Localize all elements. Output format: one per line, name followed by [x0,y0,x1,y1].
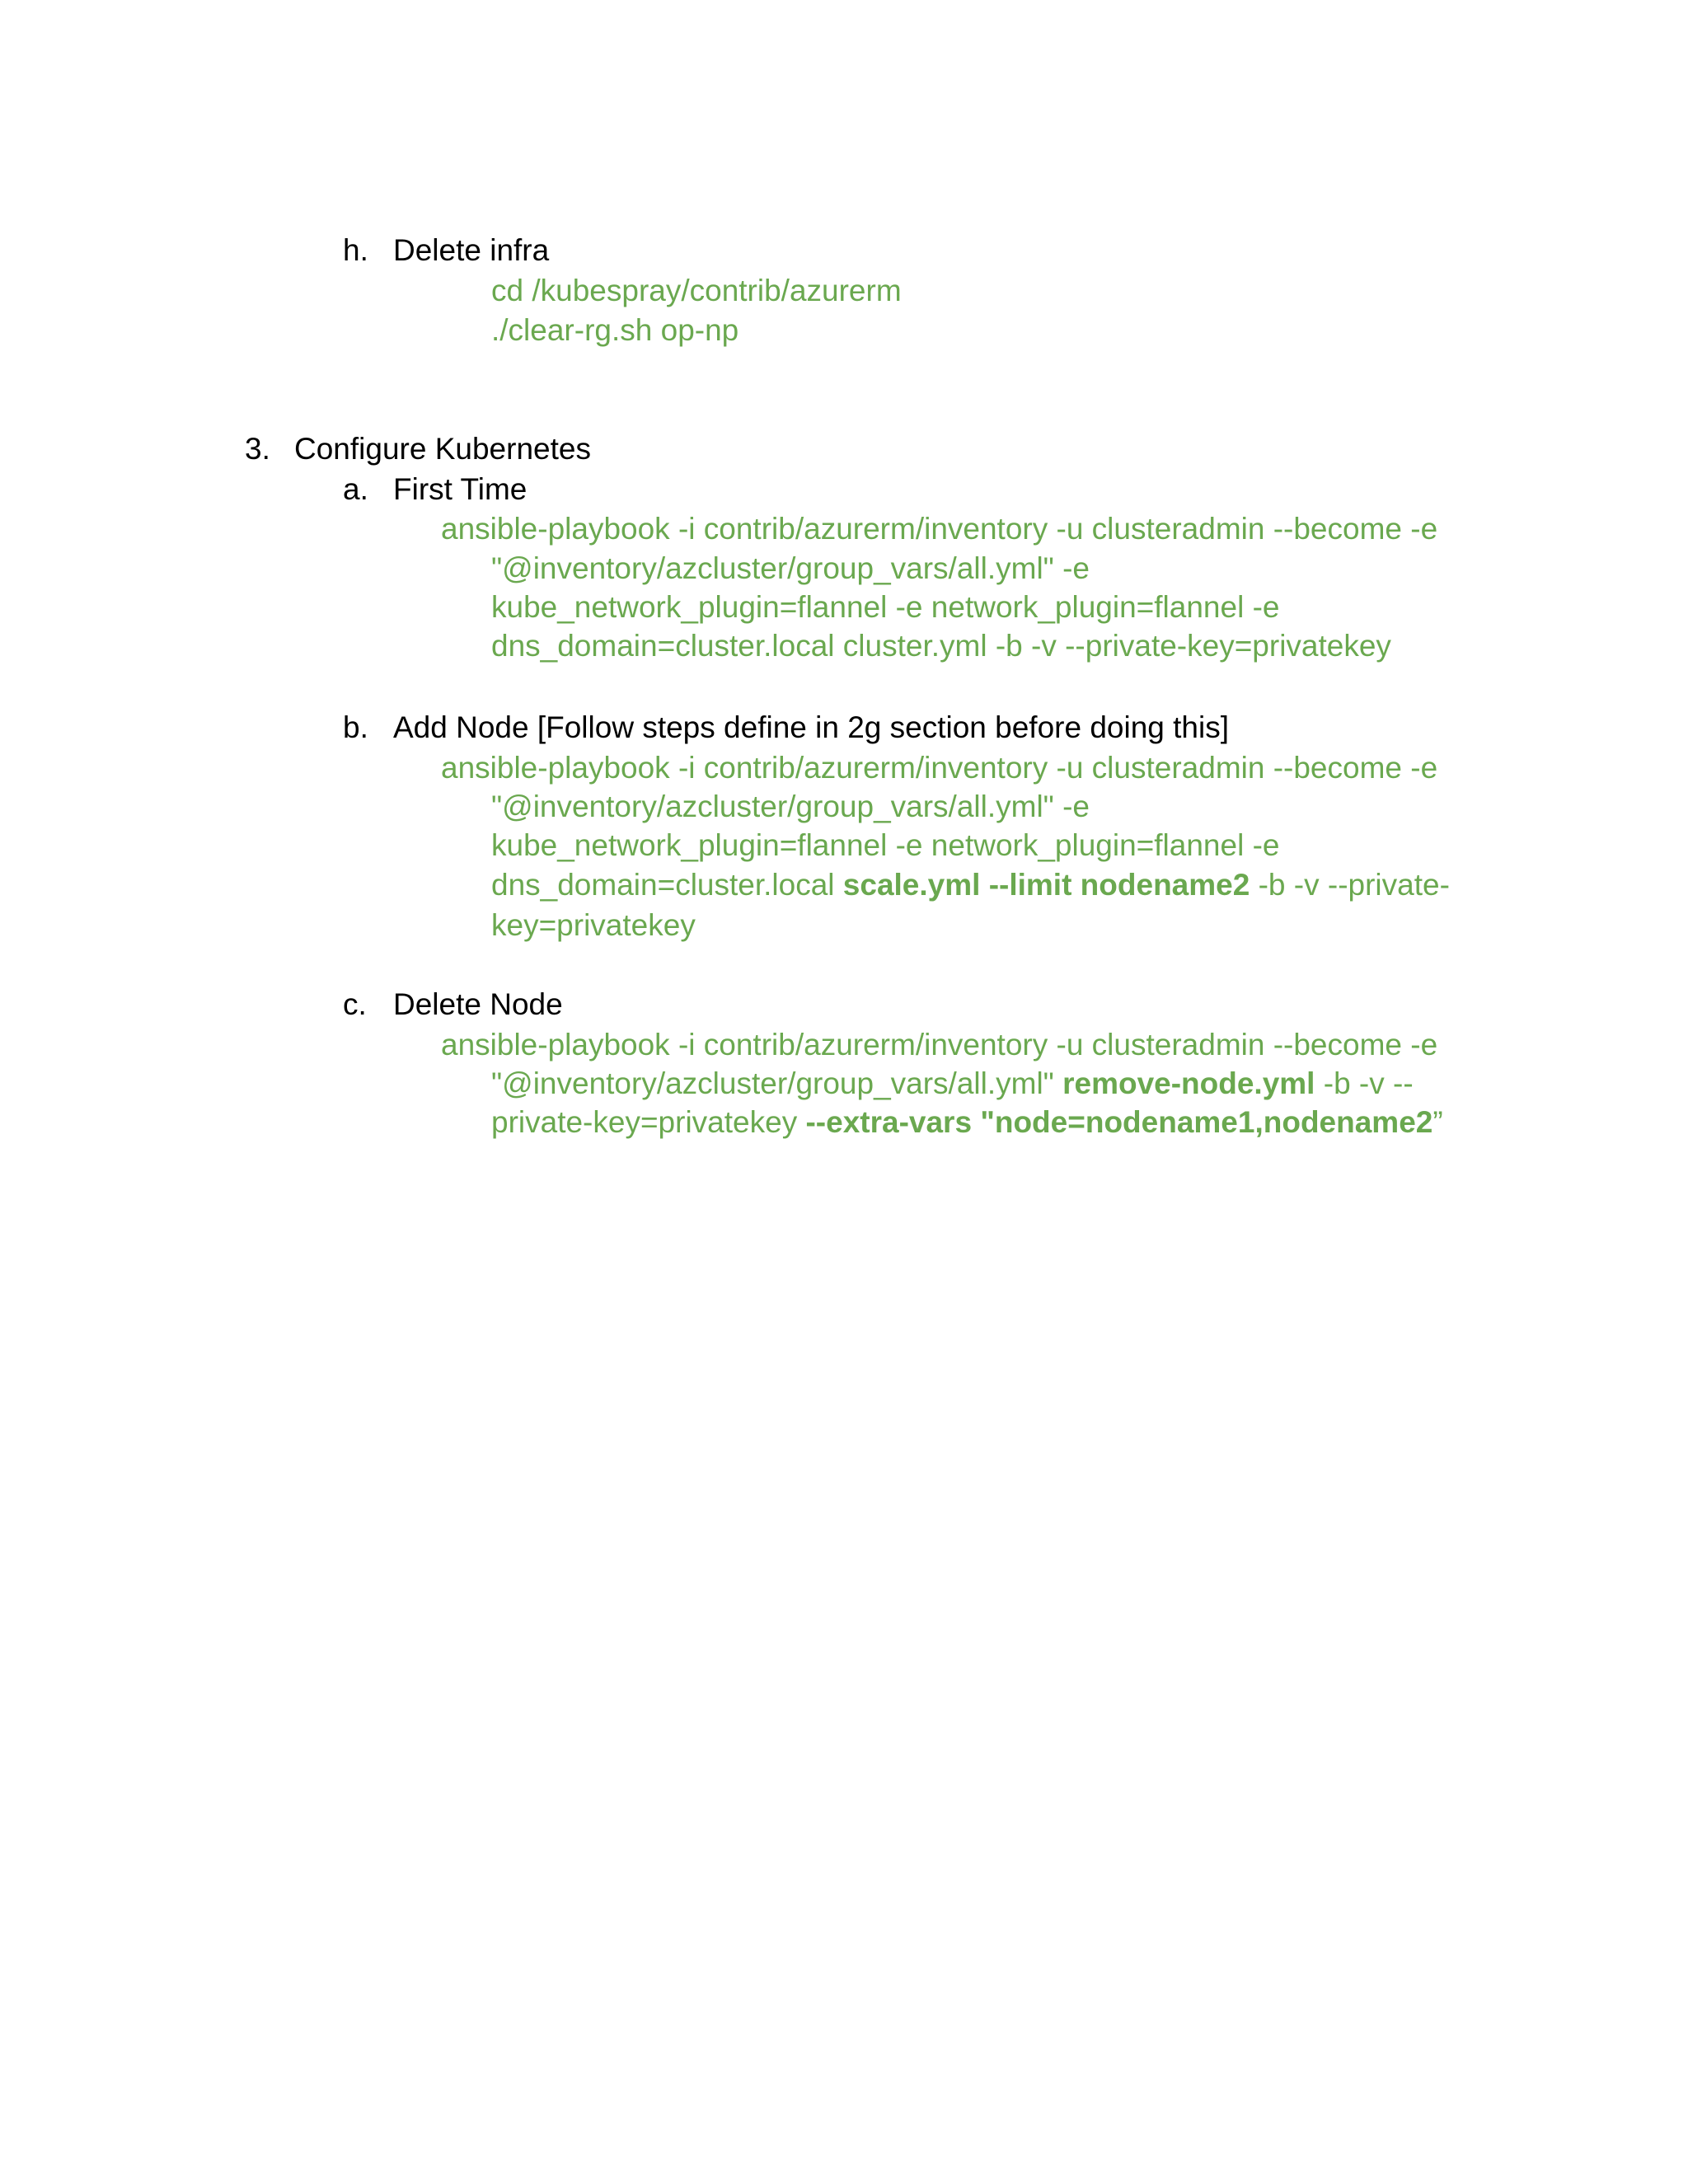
code-line-cd: cd /kubespray/contrib/azurerm [491,274,902,307]
list-marker-a: a. [343,472,368,506]
item-b-code-line-4-bold: scale.yml --limit nodename2 [842,868,1250,902]
item-b-code-line-2: "@inventory/azcluster/group_vars/all.yml" -e [491,790,1090,823]
item-c-code-line-3 [491,1103,1443,1142]
item-c-title: Delete Node [393,987,563,1021]
section-h-title: Delete infra [393,233,550,267]
item-c-code-line-2-pre: "@inventory/azcluster/group_vars/all.yml" [491,1066,1063,1100]
list-marker-c: c. [343,987,367,1021]
item-b-title: Add Node [Follow steps define in 2g section before doing this] [393,710,1230,744]
item-c-code-line-2-post: -b -v -- [1315,1066,1414,1100]
item-a-code-line-2: "@inventory/azcluster/group_vars/all.yml" -e [491,551,1090,585]
item-b-code-line-4 [491,865,1450,905]
list-marker-b: b. [343,710,368,744]
section-3-title: Configure Kubernetes [294,432,591,466]
item-c-code-line-3-post: ” [1432,1105,1443,1139]
item-a-title: First Time [393,472,528,506]
item-c-code-line-1: ansible-playbook -i contrib/azurerm/inventory -u clusteradmin --become -e [441,1028,1438,1062]
item-b-code-line-5: key=privatekey [491,908,696,942]
list-marker-h: h. [343,233,368,267]
item-a-code-line-1: ansible-playbook -i contrib/azurerm/inventory -u clusteradmin --become -e [441,512,1438,546]
item-c-code-line-2-bold: remove-node.yml [1062,1066,1315,1100]
list-marker-3: 3. [245,432,270,466]
item-b-code-line-1: ansible-playbook -i contrib/azurerm/inventory -u clusteradmin --become -e [441,751,1438,785]
item-b-code-line-4-pre: dns_domain=cluster.local [491,868,843,902]
item-c-code-line-3-pre: private-key=privatekey [491,1105,806,1139]
item-b-code-line-4-post: -b -v --private- [1250,868,1450,902]
item-a-code-line-3: kube_network_plugin=flannel -e network_plugin=flannel -e [491,590,1280,624]
item-a-code-line-4: dns_domain=cluster.local cluster.yml -b -v --private-key=privatekey [491,629,1391,663]
code-line-clear-rg: ./clear-rg.sh op-np [491,313,739,347]
item-c-code-line-2 [491,1064,1414,1104]
item-b-code-line-3: kube_network_plugin=flannel -e network_plugin=flannel -e [491,828,1280,862]
item-c-code-line-3-bold: --extra-vars "node=nodename1,nodename2 [805,1105,1433,1139]
